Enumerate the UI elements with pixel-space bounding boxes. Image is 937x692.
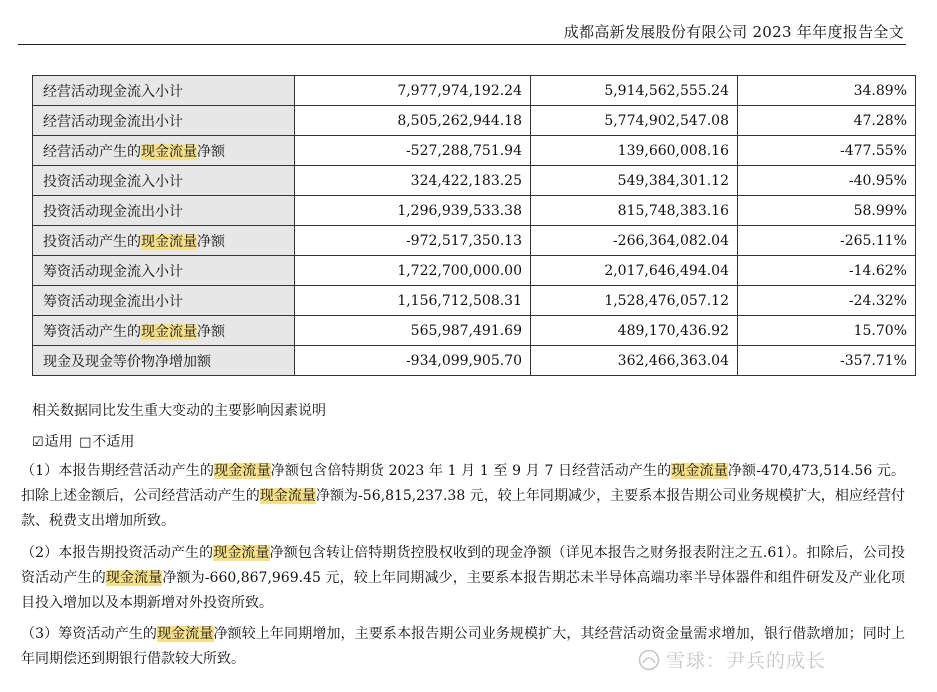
prior-period-value: 549,384,301.12: [531, 166, 738, 196]
prior-period-value: -266,364,082.04: [531, 226, 738, 256]
yoy-change-value: 47.28%: [738, 106, 916, 136]
report-header: [18, 18, 906, 45]
row-label-text: 筹资活动现金流入小计: [43, 263, 183, 280]
highlighted-term: 现金流量: [141, 323, 197, 340]
highlighted-term: 现金流量: [141, 233, 197, 250]
yoy-change-value: -357.71%: [738, 346, 916, 376]
paragraph-text: 净额包含倍特期货 2023 年 1 月 1 至 9 月 7 日经营活动产生的: [270, 463, 672, 479]
not-applicable-label: 不适用: [92, 434, 135, 450]
table-row: [33, 106, 916, 136]
row-label-text: 投资活动现金流入小计: [43, 173, 183, 190]
row-label-text: 投资活动现金流出小计: [43, 203, 183, 220]
yoy-change-value: -477.55%: [738, 136, 916, 166]
table-row: [33, 286, 916, 316]
highlighted-term: 现金流量: [213, 545, 270, 561]
highlighted-term: 现金流量: [141, 143, 197, 160]
table-row: [33, 136, 916, 166]
row-label: [33, 346, 295, 376]
yoy-change-value: 58.99%: [738, 196, 916, 226]
prior-period-value: 1,528,476,057.12: [531, 286, 738, 316]
prior-period-value: 139,660,008.16: [531, 136, 738, 166]
row-label-suffix: 净额: [197, 323, 225, 340]
table-row: [33, 196, 916, 226]
current-period-value: 1,156,712,508.31: [295, 286, 531, 316]
row-label: [33, 106, 295, 136]
paragraph-text: 净额较上年同期增加，主要系本报告期公司业务规模扩大，其经营活动资金量需求增加，银行借款增加；同时上年同期偿还到期银行借款较大所致。: [21, 626, 906, 667]
highlighted-term: 现金流量: [671, 463, 728, 479]
current-period-value: -934,099,905.70: [295, 346, 531, 376]
paragraph-text: 净额为-56,815,237.38 元，较上年同期减少，主要系本报告期公司业务规模扩大，相应经营付款、税费支出增加所致。: [21, 488, 906, 529]
paragraph-text: 净额为-660,867,969.45 元，较上年同期减少，主要系本报告期芯未半导体高端功率半导体器件和组件研发及产业化项目投入增加以及本期新增对外投资所致。: [21, 570, 906, 611]
table-row: [33, 316, 916, 346]
row-label-text: 筹资活动现金流出小计: [43, 293, 183, 310]
row-label: [33, 196, 295, 226]
explanation-paragraph-1: [21, 459, 905, 534]
table-row: [33, 346, 916, 376]
yoy-change-value: -40.95%: [738, 166, 916, 196]
highlighted-term: 现金流量: [105, 570, 163, 586]
row-label: [33, 226, 295, 256]
xueqiu-logo-icon: [638, 649, 660, 671]
yoy-change-value: 34.89%: [738, 76, 916, 106]
applicability-line: [32, 430, 908, 455]
highlighted-term: 现金流量: [214, 463, 271, 479]
yoy-change-value: -265.11%: [738, 226, 916, 256]
paragraph-text: （1）本报告期经营活动产生的: [21, 463, 215, 479]
table-row: [33, 226, 916, 256]
checked-box-icon: ☑: [32, 435, 44, 450]
row-label-text: 经营活动现金流入小计: [43, 83, 183, 100]
explanation-paragraph-2: [21, 541, 905, 616]
yoy-change-value: 15.70%: [738, 316, 916, 346]
applicable-label: 适用: [44, 434, 73, 450]
current-period-value: 8,505,262,944.18: [295, 106, 531, 136]
cash-flow-table: [32, 75, 916, 376]
section-title: 相关数据同比发生重大变动的主要影响因素说明: [32, 403, 326, 419]
highlighted-term: 现金流量: [259, 488, 316, 504]
current-period-value: 324,422,183.25: [295, 166, 531, 196]
table-row: [33, 256, 916, 286]
prior-period-value: 815,748,383.16: [531, 196, 738, 226]
row-label: [33, 76, 295, 106]
row-label-suffix: 净额: [197, 143, 225, 160]
prior-period-value: 489,170,436.92: [531, 316, 738, 346]
row-label: [33, 316, 295, 346]
paragraph-text: 净额-470,473,514.56 元。扣除上述金额后，公司经营活动产生的: [21, 463, 906, 504]
prior-period-value: 362,466,363.04: [531, 346, 738, 376]
paragraph-text: 净额包含转让倍特期货控股权收到的现金净额（详见本报告之财务报表附注之五.61）。扣除后，公司投资活动产生的: [21, 545, 905, 586]
paragraph-text: （3）筹资活动产生的: [21, 626, 158, 642]
row-label: [33, 166, 295, 196]
current-period-value: 7,977,974,192.24: [295, 76, 531, 106]
row-label-text: 现金及现金等价物净增加额: [43, 353, 211, 370]
report-title: 成都高新发展股份有限公司 2023 年年度报告全文: [563, 23, 904, 41]
watermark: [638, 646, 826, 673]
row-label-text: 经营活动现金流出小计: [43, 113, 183, 130]
row-label-text: 投资活动产生的: [43, 233, 141, 250]
row-label-suffix: 净额: [197, 233, 225, 250]
table-row: [33, 76, 916, 106]
current-period-value: -972,517,350.13: [295, 226, 531, 256]
unchecked-box-icon: □: [79, 435, 92, 450]
highlighted-term: 现金流量: [157, 626, 214, 642]
current-period-value: 1,296,939,533.38: [295, 196, 531, 226]
row-label: [33, 286, 295, 316]
yoy-change-value: -24.32%: [738, 286, 916, 316]
row-label-text: 筹资活动产生的: [43, 323, 141, 340]
paragraph-text: （2）本报告期投资活动产生的: [21, 545, 214, 561]
current-period-value: 1,722,700,000.00: [295, 256, 531, 286]
table-row: [33, 166, 916, 196]
watermark-text: 雪球：尹兵的成长: [666, 650, 827, 672]
row-label: [33, 136, 295, 166]
prior-period-value: 2,017,646,494.04: [531, 256, 738, 286]
current-period-value: 565,987,491.69: [295, 316, 531, 346]
prior-period-value: 5,914,562,555.24: [531, 76, 738, 106]
yoy-change-value: -14.62%: [738, 256, 916, 286]
row-label-text: 经营活动产生的: [43, 143, 141, 160]
current-period-value: -527,288,751.94: [295, 136, 531, 166]
row-label: [33, 256, 295, 286]
prior-period-value: 5,774,902,547.08: [531, 106, 738, 136]
